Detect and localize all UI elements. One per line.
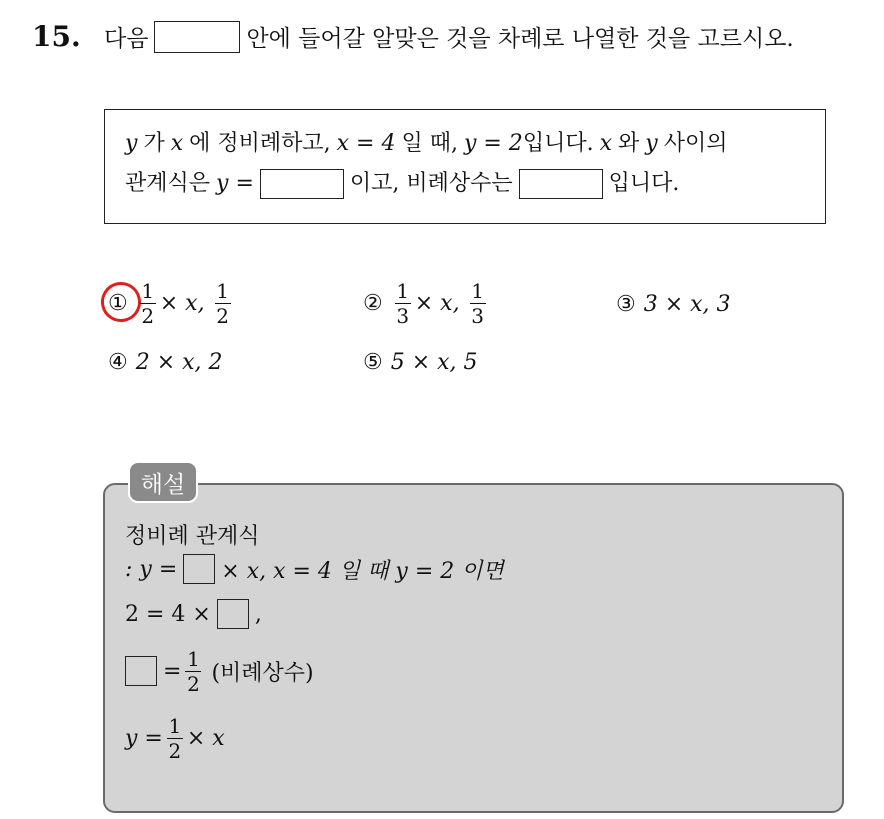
var-y: y [125, 131, 138, 156]
expl-comma: , [254, 601, 262, 627]
explanation-line-3 [125, 589, 822, 639]
choice-1[interactable] [108, 280, 235, 327]
blank-box-expl-3 [125, 656, 157, 686]
explanation-line-4 [125, 639, 822, 703]
fraction [395, 280, 411, 327]
text-is: 입니다. [522, 131, 594, 156]
blank-box-relation [260, 169, 344, 199]
fraction [140, 280, 156, 327]
choice-4[interactable] [108, 350, 223, 375]
var-y2: y [645, 131, 658, 156]
text-constant: 이고, 비례상수는 [349, 171, 513, 196]
numerator: 1 [471, 279, 484, 303]
numerator: 1 [216, 279, 229, 303]
expl-constant-label: (비례상수) [211, 660, 314, 686]
numerator: 1 [168, 713, 182, 738]
blank-box-constant [519, 169, 603, 199]
explanation-label: 해설 [128, 461, 198, 503]
question-text-after: 안에 들어갈 알맞은 것을 차례로 나열한 것을 고르시오. [246, 26, 794, 52]
fraction [215, 280, 231, 327]
denominator: 2 [216, 304, 229, 328]
denominator: 3 [471, 304, 484, 328]
text-ga: 가 [143, 131, 165, 156]
explanation-box [103, 483, 844, 813]
choice-3-number: ③ [616, 292, 636, 317]
denominator: 2 [187, 671, 200, 696]
choice-5-number: ⑤ [363, 350, 383, 375]
choice-5-text: 5 × x, 5 [390, 350, 478, 375]
text-proportional: 에 정비례하고, [189, 131, 331, 156]
text-when: 일 때, [401, 131, 458, 156]
explanation-line-5 [125, 703, 822, 773]
fraction [167, 715, 183, 762]
fraction [470, 280, 486, 327]
explanation-line-2 [125, 549, 822, 589]
choice-2[interactable] [363, 280, 490, 327]
question-text-before: 다음 [104, 26, 149, 52]
choice-3[interactable] [616, 292, 731, 317]
expl-equals: = [163, 658, 182, 684]
condition-box [104, 109, 826, 224]
explanation-line-1-text: 정비례 관계식 [125, 523, 260, 549]
equation-y-equals: y = [216, 171, 254, 196]
expl-y-equals-2: y = [125, 725, 163, 751]
explanation-line-1 [125, 519, 822, 549]
choice-4-number: ④ [108, 350, 128, 375]
expl-y-equals: : y = [125, 556, 178, 582]
question-text [104, 20, 794, 53]
expl-line-2-rest: × x, x = 4 일 때 y = 2 이면 [221, 558, 504, 584]
expl-times-x: × x [186, 725, 225, 751]
text-end: 입니다. [608, 171, 680, 196]
condition-line-1 [125, 124, 805, 164]
denominator: 2 [168, 738, 182, 763]
choice-4-text: 2 × x, 2 [135, 350, 223, 375]
blank-box [154, 21, 240, 53]
question-number: 15. [32, 20, 81, 53]
choice-5[interactable] [363, 350, 478, 375]
text-and: 와 [617, 131, 640, 156]
blank-box-expl-1 [183, 554, 215, 584]
blank-box-expl-2 [217, 599, 249, 629]
equation-x4: x = 4 [336, 131, 396, 156]
numerator: 1 [187, 646, 200, 671]
var-x2: x [599, 131, 612, 156]
denominator: 2 [141, 304, 155, 328]
text-relation: 관계식은 [125, 171, 211, 196]
expl-2-eq-4: 2 = 4 × [125, 601, 211, 627]
var-x: x [170, 131, 184, 156]
equation-y2: y = 2 [463, 131, 523, 156]
fraction [185, 648, 201, 695]
condition-line-2 [125, 164, 805, 204]
choice-1-number: ① [108, 291, 128, 316]
text-between: 사이의 [663, 131, 728, 156]
times-x: × x, [159, 291, 205, 316]
numerator: 1 [141, 279, 155, 303]
choice-3-text: 3 × x, 3 [643, 292, 731, 317]
denominator: 3 [396, 304, 410, 328]
choice-2-number: ② [363, 291, 383, 316]
times-x: × x, [414, 291, 460, 316]
numerator: 1 [396, 279, 410, 303]
